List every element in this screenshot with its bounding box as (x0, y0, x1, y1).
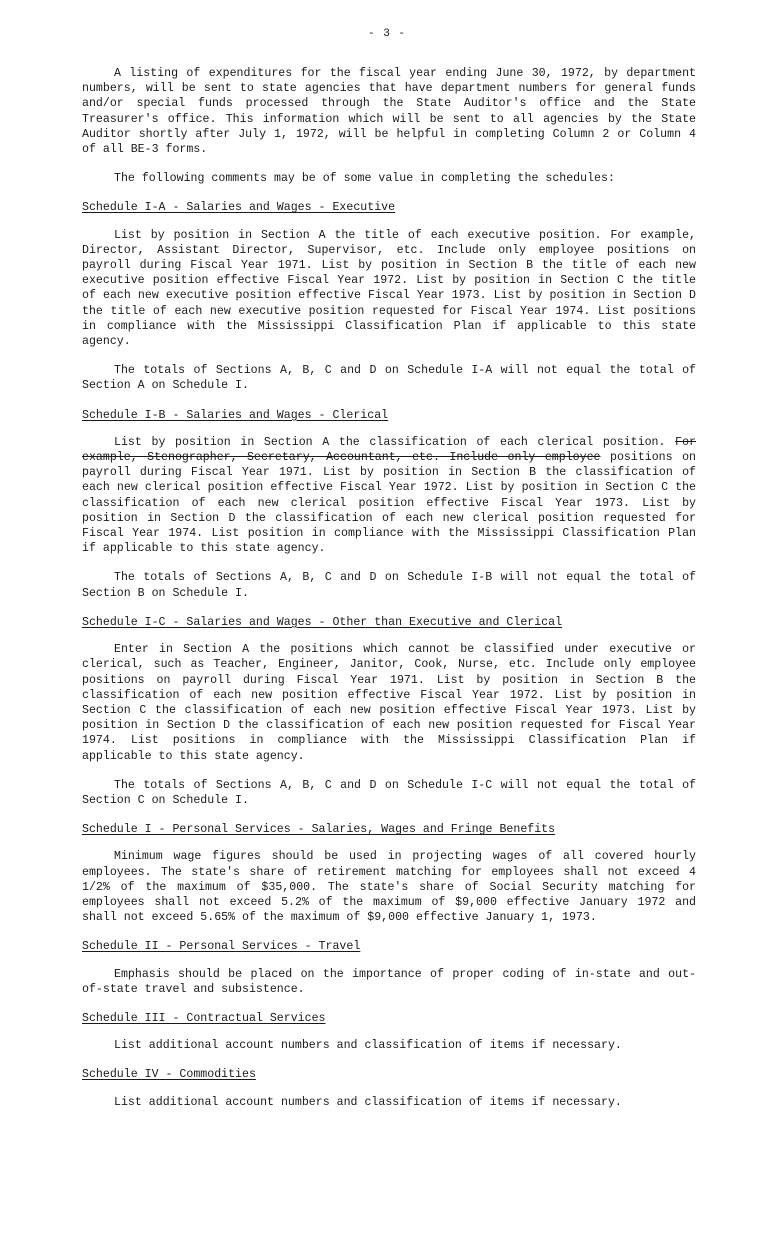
document-body (82, 66, 696, 1124)
paragraph-rest: positions on payroll during Fiscal Year 1971. List by position in Section B the classification of each new clerical position effective Fiscal Year 1972. List by position in Section C the classification of each new clerical position effective Fiscal Year 1973. List by position in Section D the classification of each new clerical position requested for Fiscal Year 1974. List position in compliance with the Mississippi Classification Plan if applicable to this state agency. (82, 451, 696, 556)
section-paragraph: The totals of Sections A, B, C and D on Schedule I-C will not equal the total of Section C on Schedule I. (82, 778, 696, 807)
section-schedule-i-a (82, 200, 696, 393)
section-heading: Schedule I-B - Salaries and Wages - Clerical (82, 408, 389, 422)
section-paragraph: List by position in Section A the title of each executive position. For example, Director, Assistant Director, Supervisor, etc. Include only employee positions on payroll during Fiscal Year 1971. List by position in Section B the title of each new executive position effective Fiscal Year 1972. List by position in Section C the title of each new executive position effective Fiscal Year 1973. List by position in Section D the title of each new executive position requested for Fiscal Year 1974. List positions in compliance with the Mississippi Classification Plan if applicable to this state agency. (82, 228, 696, 349)
section-heading: Schedule IV - Commodities (82, 1068, 256, 1082)
section-paragraph: Minimum wage figures should be used in projecting wages of all covered hourly employees. The state's share of retirement matching for employees shall not exceed 4 1/2% of the maximum of $35,000. The state's share of Social Security matching for employees shall not exceed 5.2% of the maximum of $9,000 effective January 1972 and shall not exceed 5.65% of the maximum of $9,000 effective January 1, 1973. (82, 850, 696, 925)
comments-paragraph: The following comments may be of some value in completing the schedules: (114, 172, 615, 186)
section-schedule-iv (82, 1067, 696, 1109)
section-heading: Schedule II - Personal Services - Travel (82, 940, 361, 954)
section-schedule-i-b (82, 408, 696, 601)
intro-paragraph: A listing of expenditures for the fiscal year ending June 30, 1972, by department numbers, will be sent to state agencies that have department numbers for general funds and/or special funds processed through the State Auditor's office and the State Treasurer's office. This information which will be sent to all agencies by the State Auditor shortly after July 1, 1972, will be helpful in completing Column 2 or Column 4 of all BE-3 forms. (82, 67, 696, 157)
section-paragraph: Emphasis should be placed on the importance of proper coding of in-state and out-of-state travel and subsistence. (82, 967, 696, 996)
section-schedule-i (82, 822, 696, 925)
paragraph-lead: List by position in Section A the classification of each clerical position. (114, 435, 666, 449)
section-paragraph: Enter in Section A the positions which cannot be classified under executive or clerical, such as Teacher, Engineer, Janitor, Cook, Nurse, etc. Include only employee positions on payroll during Fiscal Year 1971. List by position in Section B the classification of each new position effective Fiscal Year 1972. List by position in Section C the classification of each new position effective Fiscal Year 1973. List by position in Section D the classification of each new position requested for Fiscal Year 1974. List positions in compliance with the Mississippi Classification Plan if applicable to this state agency. (82, 643, 696, 763)
section-heading: Schedule I - Personal Services - Salaries, Wages and Fringe Benefits (82, 823, 556, 837)
section-paragraph: The totals of Sections A, B, C and D on Schedule I-A will not equal the total of Section A on Schedule I. (82, 364, 696, 393)
section-heading: Schedule I-A - Salaries and Wages - Executive (82, 201, 396, 215)
struck-text: For example, Stenographer, Secretary, Accountant, etc. Include only employee (82, 435, 696, 465)
section-schedule-i-c (82, 615, 696, 808)
section-schedule-iii (82, 1011, 696, 1053)
section-paragraph: The totals of Sections A, B, C and D on Schedule I-B will not equal the total of Section B on Schedule I. (82, 571, 696, 600)
section-paragraph: List additional account numbers and classification of items if necessary. (114, 1039, 622, 1053)
section-schedule-ii (82, 939, 696, 997)
page-number: - 3 - (368, 28, 407, 40)
section-paragraph (82, 435, 696, 557)
section-paragraph: List additional account numbers and classification of items if necessary. (114, 1095, 622, 1109)
section-heading: Schedule III - Contractual Services (82, 1011, 326, 1025)
section-heading: Schedule I-C - Salaries and Wages - Other than Executive and Clerical (82, 615, 563, 629)
